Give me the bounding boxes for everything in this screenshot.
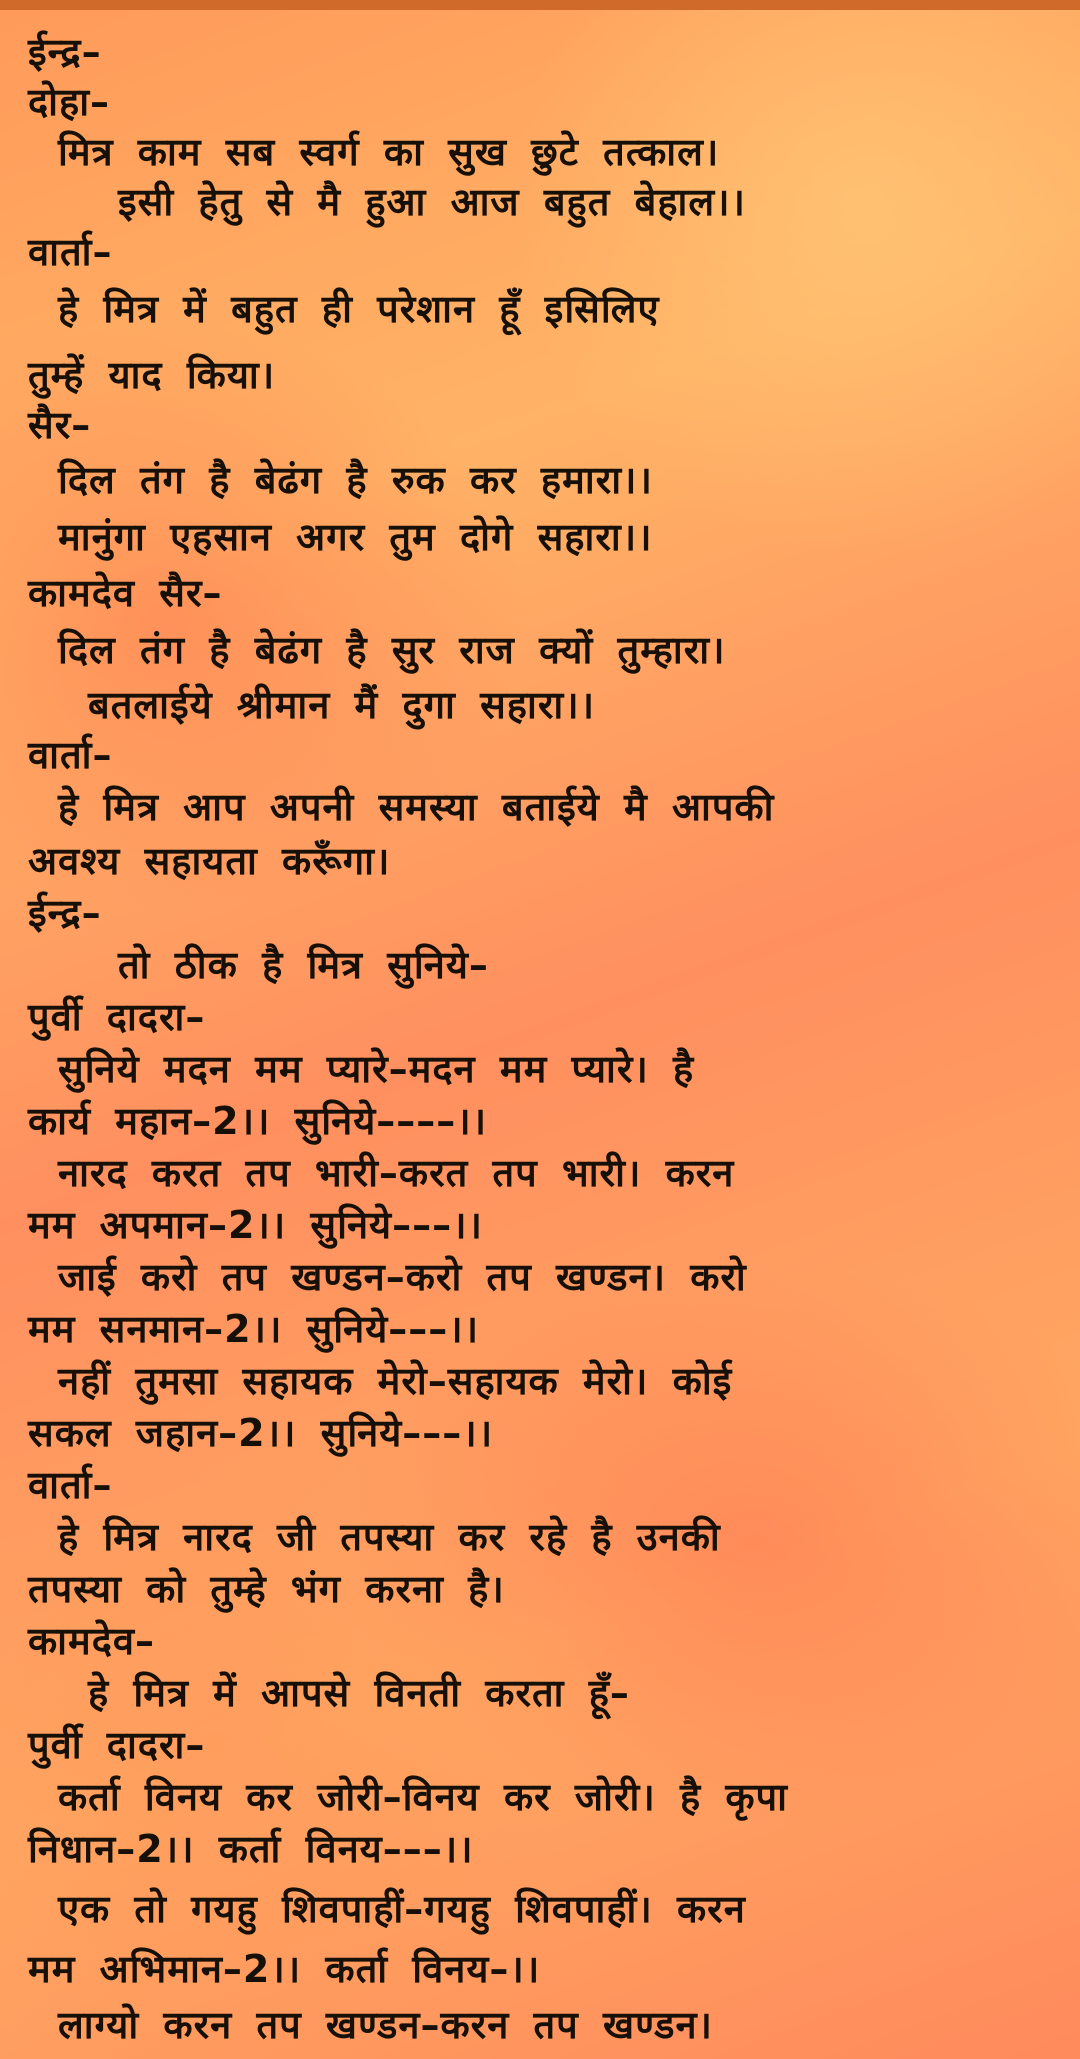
verse-line: नारद करत तप भारी–करत तप भारी। करन: [58, 1151, 735, 1195]
section-heading: पुर्वी दादरा–: [28, 995, 206, 1039]
verse-line: नहीं तुमसा सहायक मेरो–सहायक मेरो। कोई: [58, 1359, 733, 1403]
dialogue-line: हे मित्र में आपसे विनती करता हूँ–: [88, 1671, 630, 1715]
section-heading: वार्ता–: [28, 733, 113, 777]
section-heading: वार्ता–: [28, 230, 113, 274]
speaker-heading: कामदेव–: [28, 1619, 156, 1663]
dialogue-line: हे मित्र नारद जी तपस्या कर रहे है उनकी: [58, 1515, 721, 1559]
dialogue-line: तो ठीक है मित्र सुनिये–: [118, 943, 489, 987]
verse-line: कार्य महान–2।। सुनिये––––।।: [28, 1099, 488, 1143]
speaker-heading: कामदेव सैर–: [28, 571, 223, 615]
verse-line: जाई करो तप खण्डन–करो तप खण्डन। करो: [58, 1255, 747, 1299]
dialogue-line: तुम्हें याद किया।: [28, 353, 276, 397]
verse-line: मम अपमान–2।। सुनिये–––।।: [28, 1203, 483, 1247]
section-heading: सैर–: [28, 403, 92, 447]
section-heading: पुर्वी दादरा–: [28, 1723, 206, 1767]
verse-line: निधान–2।। कर्ता विनय–––।।: [28, 1827, 474, 1871]
verse-line: सुनिये मदन मम प्यारे–मदन मम प्यारे। है: [58, 1047, 695, 1091]
verse-line: बतलाईये श्रीमान मैं दुगा सहारा।।: [88, 683, 596, 727]
speaker-heading: ईन्द्र–: [28, 891, 102, 935]
dialogue-line: हे मित्र में बहुत ही परेशान हूँ इसिलिए: [58, 287, 660, 331]
verse-line: दिल तंग है बेढंग है सुर राज क्यों तुम्हारा।: [58, 628, 726, 672]
section-heading: वार्ता–: [28, 1463, 113, 1507]
verse-line: मम अभिमान–2।। कर्ता विनय–।।: [28, 1947, 541, 1991]
verse-line: दिल तंग है बेढंग है रुक कर हमारा।।: [58, 458, 653, 502]
dialogue-line: तपस्या को तुम्हे भंग करना है।: [28, 1567, 505, 1611]
speaker-heading: ईन्द्र–: [28, 30, 102, 74]
verse-line: इसी हेतु से मै हुआ आज बहुत बेहाल।।: [118, 180, 746, 224]
dialogue-line: हे मित्र आप अपनी समस्या बताईये मै आपकी: [58, 785, 775, 829]
verse-line: कर्ता विनय कर जोरी–विनय कर जोरी। है कृपा: [58, 1775, 788, 1819]
section-heading: दोहा–: [28, 80, 111, 124]
verse-line: मम सनमान–2।। सुनिये–––।।: [28, 1307, 480, 1351]
verse-line: सकल जहान–2।। सुनिये–––।।: [28, 1411, 494, 1455]
verse-line: लाग्यो करन तप खण्डन–करन तप खण्डन।: [58, 2003, 713, 2047]
verse-line: मित्र काम सब स्वर्ग का सुख छुटे तत्काल।: [58, 130, 720, 174]
dialogue-line: अवश्य सहायता करूँगा।: [28, 839, 391, 883]
verse-line: एक तो गयहु शिवपाहीं–गयहु शिवपाहीं। करन: [58, 1887, 746, 1931]
verse-line: मानुंगा एहसान अगर तुम दोगे सहारा।।: [58, 515, 653, 559]
